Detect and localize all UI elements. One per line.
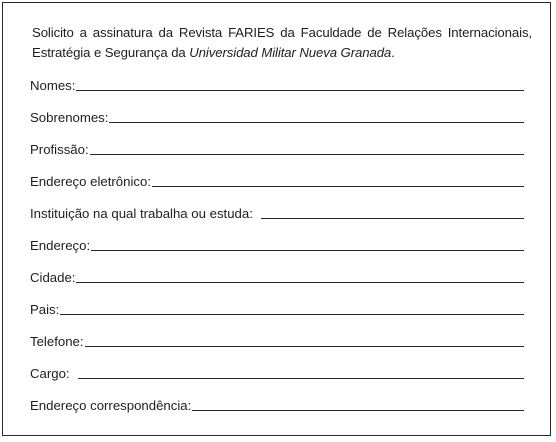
field-label-instituicao: Instituição na qual trabalha ou estuda:	[30, 206, 253, 221]
field-cargo[interactable]	[30, 364, 524, 382]
field-line-telefone[interactable]	[85, 345, 524, 347]
field-pais[interactable]	[30, 300, 524, 318]
field-label-sobrenomes: Sobrenomes:	[30, 110, 109, 125]
field-label-pais: Pais:	[30, 302, 60, 317]
field-telefone[interactable]	[30, 332, 524, 350]
field-line-cargo[interactable]	[78, 377, 524, 379]
field-line-nomes[interactable]	[76, 89, 524, 91]
field-label-cargo: Cargo:	[30, 366, 70, 381]
field-line-endereco[interactable]	[91, 249, 524, 251]
field-endereco-eletronico[interactable]	[30, 172, 524, 190]
field-line-endereco-eletronico[interactable]	[152, 185, 524, 187]
field-label-endereco-correspondencia: Endereço correspondência:	[30, 398, 192, 413]
field-line-instituicao[interactable]	[261, 217, 524, 219]
field-label-nomes: Nomes:	[30, 78, 76, 93]
field-line-profissao[interactable]	[90, 153, 524, 155]
field-nomes[interactable]	[30, 76, 524, 94]
intro-line-1: Solicito a assinatura da Revista FARIES da Faculdade de Relações Internacionais,	[32, 25, 532, 40]
field-label-endereco-eletronico: Endereço eletrônico:	[30, 174, 151, 189]
field-label-profissao: Profissão:	[30, 142, 89, 157]
field-line-cidade[interactable]	[76, 281, 524, 283]
intro-line-2-suffix: .	[391, 45, 395, 60]
field-cidade[interactable]	[30, 268, 524, 286]
intro-text	[32, 23, 532, 63]
field-line-pais[interactable]	[60, 313, 524, 315]
university-name: Universidad Militar Nueva Granada	[189, 45, 392, 60]
field-line-endereco-correspondencia[interactable]	[192, 409, 524, 411]
field-label-telefone: Telefone:	[30, 334, 84, 349]
field-endereco-correspondencia[interactable]	[30, 396, 524, 414]
field-label-endereco: Endereço:	[30, 238, 91, 253]
field-profissao[interactable]	[30, 140, 524, 158]
field-line-sobrenomes[interactable]	[109, 121, 524, 123]
field-instituicao[interactable]	[30, 204, 524, 222]
field-label-cidade: Cidade:	[30, 270, 76, 285]
intro-line-2	[32, 43, 532, 63]
intro-line-2-prefix: Estratégia e Segurança da	[32, 45, 190, 60]
field-endereco[interactable]	[30, 236, 524, 254]
field-sobrenomes[interactable]	[30, 108, 524, 126]
